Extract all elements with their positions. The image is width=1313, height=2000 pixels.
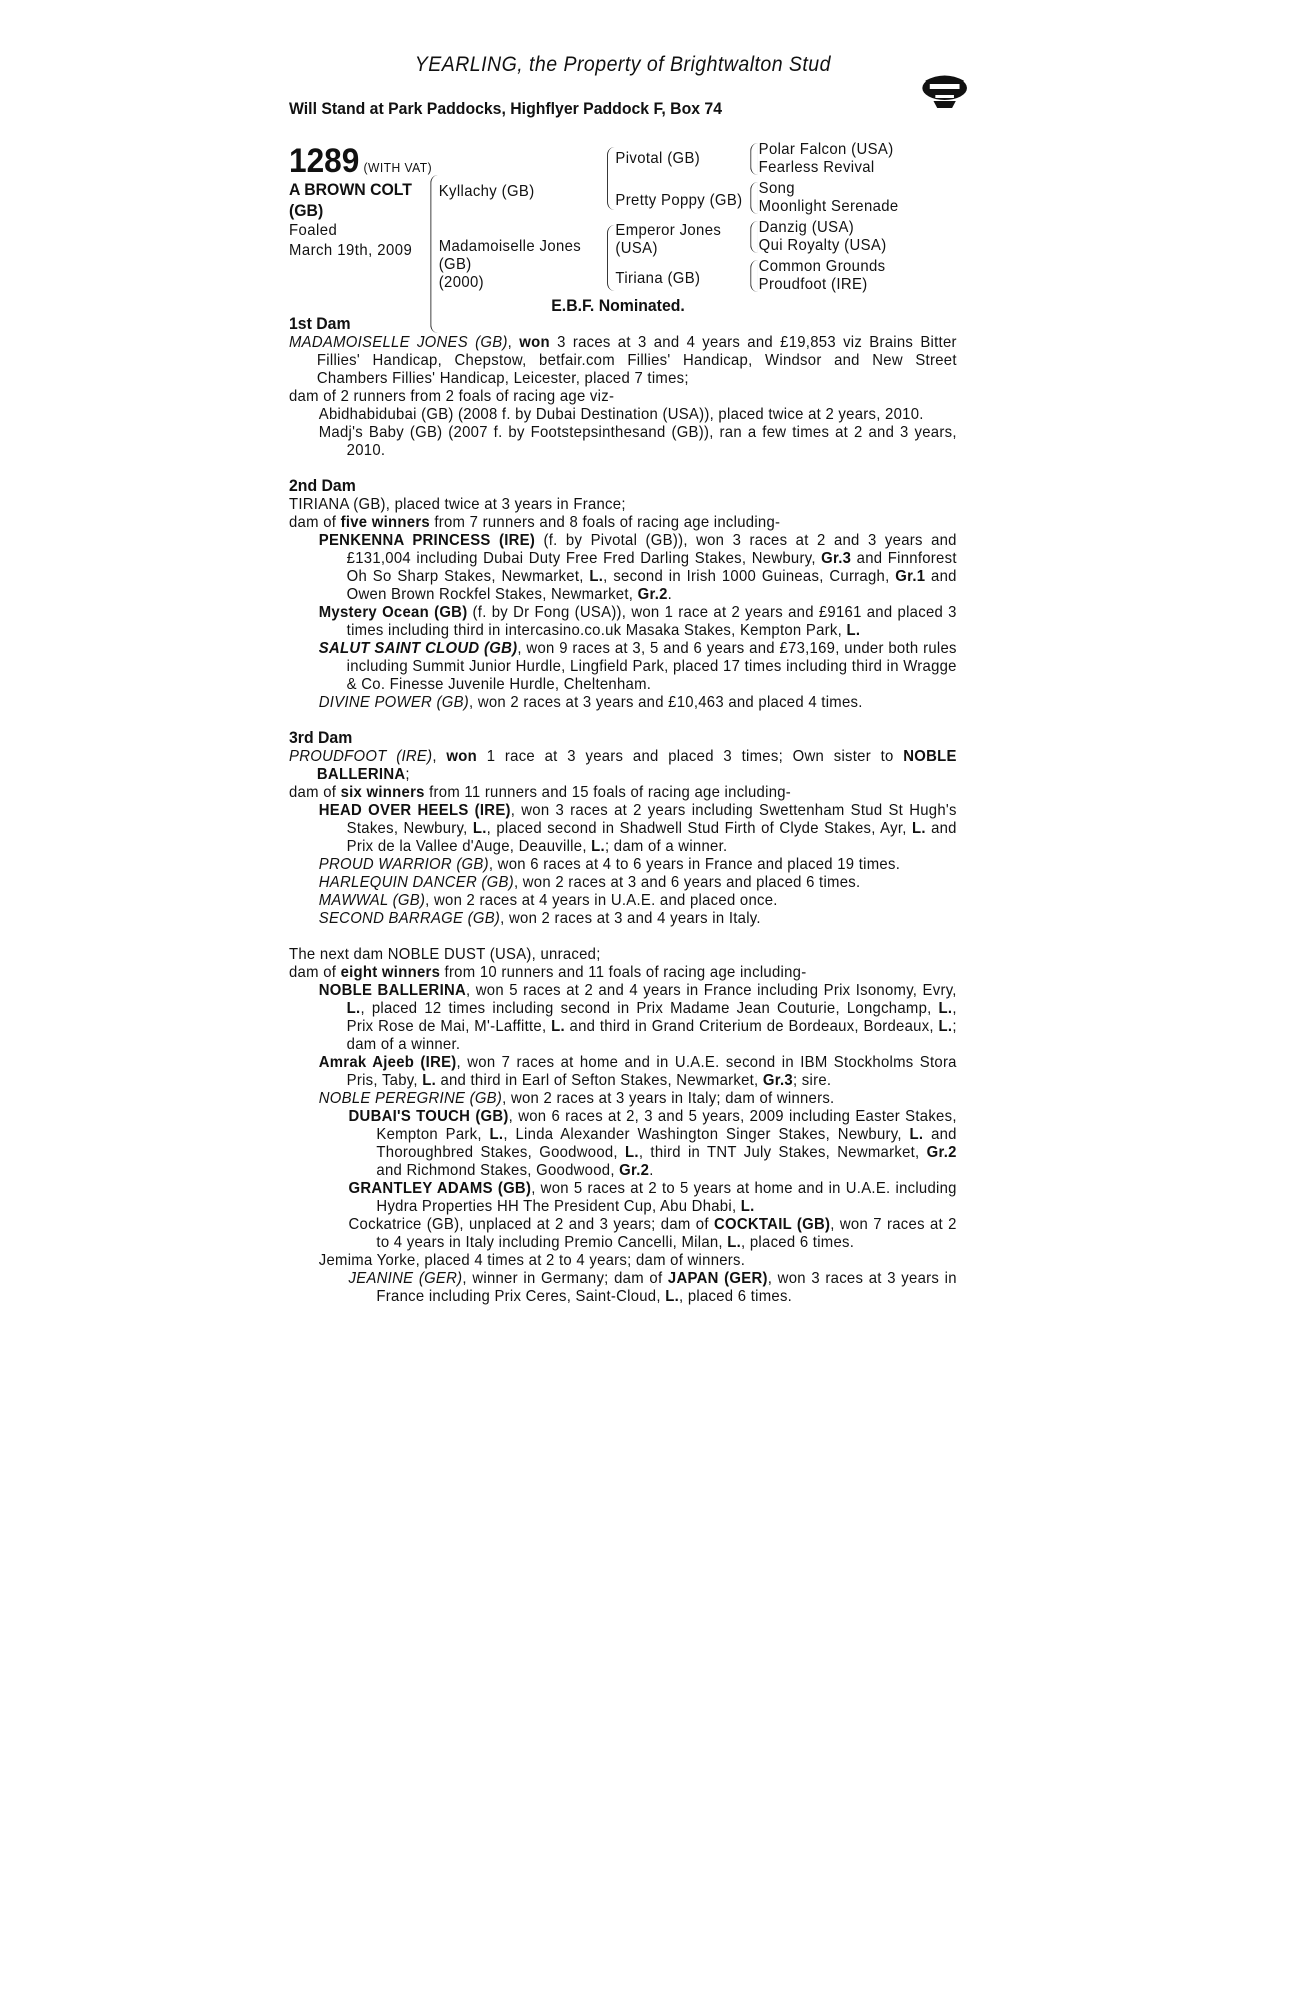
next-dam-record: The next dam NOBLE DUST (USA), unraced; [289,946,601,963]
lot-vat: (WITH VAT) [363,160,433,175]
produce-entry: HARLEQUIN DANCER (GB), won 2 races at 3 and 6 years and placed 6 times. [318,874,861,891]
page-title: YEARLING, the Property of Brightwalton Stud [414,53,831,76]
produce-entry: DUBAI'S TOUCH (GB), won 6 races at 2, 3 and 5 years, 2009 including Easter Stakes, Kempton Park, L., Linda Alexander Washington Singer Stakes, Newbury, L. and Thoroughbred Stakes, Goodwood, L., third in TNT July Stakes, Newmarket, Gr.2 and Richmond Stakes, Goodwood, Gr.2. [348,1108,957,1179]
pedigree-ggs-1: Polar Falcon (USA) [758,141,894,158]
third-dam-heading: 3rd Dam [289,728,353,747]
produce-entry: PROUD WARRIOR (GB), won 6 races at 4 to 6 years in France and placed 19 times. [318,856,901,873]
produce-entry: DIVINE POWER (GB), won 2 races at 3 years and £10,463 and placed 4 times. [318,694,863,711]
produce-entry: Abidhabidubai (GB) (2008 f. by Dubai Destination (USA)), placed twice at 2 years, 2010. [318,406,924,423]
produce-entry: Madj's Baby (GB) (2007 f. by Footstepsinthesand (GB)), ran a few times at 2 and 3 years, 2010. [318,424,957,459]
pedigree-dam-sire-line-2: (USA) [615,240,658,257]
second-dam-produce-summary: dam of five winners from 7 runners and 8 foals of racing age including- [289,514,781,531]
pedigree-bracket [750,260,757,292]
pedigree-ggs-4: Common Grounds [758,258,886,275]
pedigree-sire-dam: Pretty Poppy (GB) [615,192,743,209]
pedigree-dam-line-2: (GB) [438,256,472,273]
pedigree-bracket [750,143,757,175]
produce-entry: Cockatrice (GB), unplaced at 2 and 3 years; dam of COCKTAIL (GB), won 7 races at 2 to 4 years in Italy including Premio Cancelli, Milan, L., placed 6 times. [348,1216,957,1251]
pedigree-ggd-1: Fearless Revival [758,159,875,176]
pedigree-dam-line-3: (2000) [438,274,484,291]
pedigree-bracket [750,182,757,214]
pedigree-bracket [430,175,438,333]
pedigree-ggd-2: Moonlight Serenade [758,198,899,215]
foaled-date: March 19th, 2009 [289,242,413,259]
produce-entry: GRANTLEY ADAMS (GB), won 5 races at 2 to 5 years at home and in U.A.E. including Hydra Properties HH The President Cup, Abu Dhabi, L. [348,1180,957,1215]
pedigree-sire-sire: Pivotal (GB) [615,150,701,167]
first-dam-record: MADAMOISELLE JONES (GB), won 3 races at 3 and 4 years and £19,853 viz Brains Bitter Fillies' Handicap, Chepstow, betfair.com Fillies' Handicap, Windsor and New Street Chambers Fillies' Handicap, Leicester, placed 7 times; [289,334,957,387]
pedigree-dam-sire-line-1: Emperor Jones [615,222,722,239]
first-dam-heading: 1st Dam [289,314,351,333]
next-dam-produce-summary: dam of eight winners from 10 runners and 11 foals of racing age including- [289,964,807,981]
second-dam-record: TIRIANA (GB), placed twice at 3 years in France; [289,496,626,513]
pedigree-dam-dam: Tiriana (GB) [615,270,701,287]
produce-entry: MAWWAL (GB), won 2 races at 4 years in U.A.E. and placed once. [318,892,778,909]
stud-logo-icon [917,68,973,112]
pedigree-ggd-4: Proudfoot (IRE) [758,276,868,293]
lot-origin: (GB) [289,201,324,220]
produce-entry: SALUT SAINT CLOUD (GB), won 9 races at 3, 5 and 6 years and £73,169, under both rules including Summit Junior Hurdle, Lingfield Park, placed 17 times including third in Wragge & Co. Finesse Juvenile Hurdle, Cheltenham. [318,640,957,693]
produce-entry: NOBLE PEREGRINE (GB), won 2 races at 3 years in Italy; dam of winners. [318,1090,835,1107]
produce-entry: PENKENNA PRINCESS (IRE) (f. by Pivotal (GB)), won 3 races at 2 and 3 years and £131,004 including Dubai Duty Free Fred Darling Stakes, Newbury, Gr.3 and Finnforest Oh So Sharp Stakes, Newmarket, L., second in Irish 1000 Guineas, Curragh, Gr.1 and Owen Brown Rockfel Stakes, Newmarket, Gr.2. [318,532,957,603]
produce-entry: Mystery Ocean (GB) (f. by Dr Fong (USA)), won 1 race at 2 years and £9161 and placed 3 times including third in intercasino.co.uk Masaka Stakes, Kempton Park, L. [318,604,957,639]
lot-number: 1289 [289,142,360,180]
pedigree-ggd-3: Qui Royalty (USA) [758,237,887,254]
pedigree-ggs-2: Song [758,180,795,197]
second-dam-heading: 2nd Dam [289,476,356,495]
ebf-nomination: E.B.F. Nominated. [551,296,685,315]
pedigree-bracket [607,147,614,210]
pedigree-bracket [750,221,757,253]
pedigree-ggs-3: Danzig (USA) [758,219,855,236]
lot-description: A BROWN COLT [289,180,412,199]
stand-location: Will Stand at Park Paddocks, Highflyer Paddock F, Box 74 [289,99,723,118]
produce-entry: SECOND BARRAGE (GB), won 2 races at 3 and 4 years in Italy. [318,910,761,927]
pedigree-sire: Kyllachy (GB) [438,183,535,200]
first-dam-produce-summary: dam of 2 runners from 2 foals of racing age viz- [289,388,615,405]
produce-entry: Amrak Ajeeb (IRE), won 7 races at home and in U.A.E. second in IBM Stockholms Stora Pris, Taby, L. and third in Earl of Sefton Stakes, Newmarket, Gr.3; sire. [318,1054,957,1089]
produce-entry: HEAD OVER HEELS (IRE), won 3 races at 2 years including Swettenham Stud St Hugh's Stakes, Newbury, L., placed second in Shadwell Stud Firth of Clyde Stakes, Ayr, L. and Prix de la Vallee d'Auge, Deauville, L.; dam of a winner. [318,802,957,855]
produce-entry: JEANINE (GER), winner in Germany; dam of JAPAN (GER), won 3 races at 3 years in France including Prix Ceres, Saint-Cloud, L., placed 6 times. [348,1270,957,1305]
pedigree-dam-line-1: Madamoiselle Jones [438,238,582,255]
produce-entry: NOBLE BALLERINA, won 5 races at 2 and 4 years in France including Prix Isonomy, Evry, L., placed 12 times including second in Prix Madame Jean Couturie, Longchamp, L., Prix Rose de Mai, M'-Laffitte, L. and third in Grand Criterium de Bordeaux, Bordeaux, L.; dam of a winner. [318,982,957,1053]
third-dam-produce-summary: dam of six winners from 11 runners and 15 foals of racing age including- [289,784,792,801]
catalogue-body [289,314,957,1306]
third-dam-record: PROUDFOOT (IRE), won 1 race at 3 years and placed 3 times; Own sister to NOBLE BALLERINA; [289,748,957,783]
foaled-label: Foaled [289,222,338,239]
produce-entry: Jemima Yorke, placed 4 times at 2 to 4 years; dam of winners. [318,1252,746,1269]
pedigree-bracket [607,225,614,291]
